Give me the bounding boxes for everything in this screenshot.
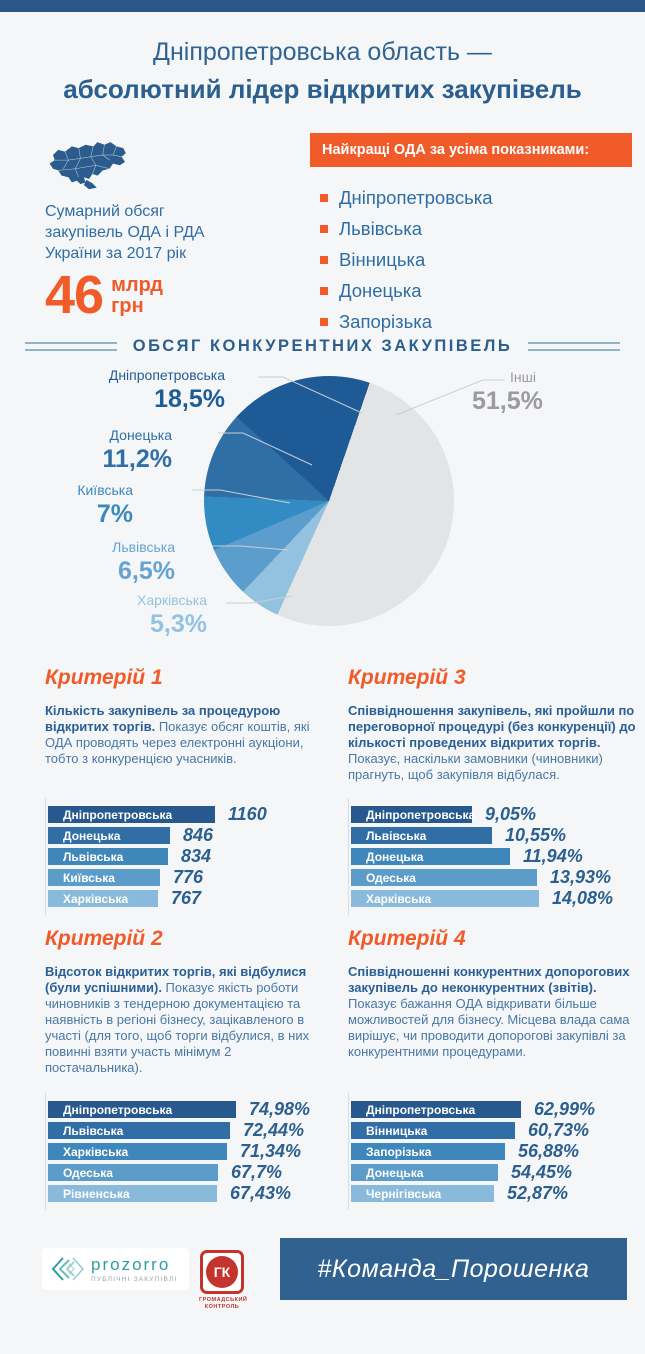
criterion-heading: Критерій 1 [45, 666, 163, 689]
bar-value: 1160 [228, 804, 267, 824]
bar-value: 52,87% [507, 1183, 569, 1203]
prozorro-logo [42, 1248, 189, 1290]
bar-value: 11,94% [523, 846, 583, 866]
prozorro-wordmark [91, 1256, 177, 1283]
summary-caption-line: України за 2017 рік [45, 245, 187, 262]
list-item [320, 249, 632, 271]
criterion-body: Показує, наскільки замовники (чиновники) прагнуть, щоб закупівля відбулася. [348, 751, 603, 782]
criterion-1 [45, 666, 320, 915]
bar-row [351, 1164, 638, 1181]
bar-row [48, 890, 320, 907]
decorative-line [25, 342, 117, 351]
bar-region-label: Дніпропетровська [63, 807, 173, 822]
top-accent-bar [0, 0, 645, 12]
bar [351, 1122, 515, 1139]
criterion-lead: Кількість закупівель за процедурою відкритих торгів. [45, 703, 281, 734]
summary-unit-line1: млрд [111, 274, 163, 296]
bar-region-label: Київська [63, 870, 115, 885]
bar [48, 806, 215, 823]
bar-value: 14,08% [552, 888, 614, 908]
bar-value: 62,99% [534, 1099, 596, 1119]
region-name: Донецька [339, 280, 422, 301]
bar-row [48, 848, 320, 865]
pie-slice-name: Інші [510, 369, 536, 385]
gk-initials: ГК [206, 1256, 238, 1288]
bar-region-label: Дніпропетровська [366, 807, 476, 822]
bar [351, 806, 476, 823]
bar [351, 827, 492, 844]
bar-region-label: Львівська [63, 849, 124, 864]
bar-region-label: Донецька [366, 1165, 424, 1180]
bar [48, 827, 170, 844]
bar-region-label: Львівська [63, 1123, 124, 1138]
bar [48, 869, 160, 886]
pie-chart-section [0, 356, 645, 656]
bar-region-label: Чернігівська [366, 1186, 442, 1201]
bar [48, 1101, 236, 1118]
bar-row [351, 1122, 638, 1139]
bar-row [48, 869, 320, 886]
bar-region-label: Одеська [366, 870, 416, 885]
bar-row [48, 1101, 320, 1118]
list-item [320, 218, 632, 240]
summary-unit-line2: грн [111, 295, 144, 317]
bar-row [351, 827, 638, 844]
bar-value: 54,45% [511, 1162, 573, 1182]
pie-label-inshi [472, 370, 543, 414]
pie-label-lvivska [112, 540, 175, 584]
criterion-heading: Критерій 3 [348, 666, 466, 689]
bar-region-label: Харківська [366, 891, 432, 906]
bar [351, 1143, 505, 1160]
bar [351, 848, 510, 865]
bar-row [351, 1185, 638, 1202]
bar-value: 56,88% [518, 1141, 580, 1161]
summary-caption-line: Сумарний обсяг [45, 203, 165, 220]
bar-value: 67,43% [230, 1183, 292, 1203]
bar-chart-criterion-2 [45, 1093, 320, 1210]
bar-chart-criterion-4 [348, 1093, 638, 1210]
region-name: Вінницька [339, 249, 426, 270]
bar-region-label: Рівненська [63, 1186, 130, 1201]
bar-region-label: Дніпропетровська [366, 1102, 476, 1117]
bar-value: 776 [173, 867, 204, 887]
summary-amount-number: 46 [45, 265, 104, 325]
bar [351, 1185, 494, 1202]
section-title: ОБСЯГ КОНКУРЕНТНИХ ЗАКУПІВЕЛЬ [132, 337, 513, 355]
bar-row [351, 848, 638, 865]
bar [351, 1101, 521, 1118]
criterion-body: Показує бажання ОДА відкривати більше можливостей для бізнесу. Місцева влада сама вирішує, чи проводити допорогові закупівлі за конкурентними процедурами. [348, 996, 630, 1059]
bar-region-label: Донецька [366, 849, 424, 864]
criteria-grid [0, 666, 645, 1210]
bullet-square-icon [320, 225, 328, 233]
pie-label-donetska [102, 428, 172, 472]
bar-value: 834 [181, 846, 212, 866]
criterion-heading: Критерій 2 [45, 927, 163, 950]
bar-region-label: Харківська [63, 1144, 129, 1159]
bar [48, 890, 158, 907]
page-title-line2: абсолютний лідер відкритих закупівель [63, 74, 582, 104]
gk-caption-line1: ГРОМАДСЬКИЙ [199, 1297, 248, 1303]
page-title [0, 12, 645, 105]
bar-value: 10,55% [505, 825, 567, 845]
criterion-3 [348, 666, 638, 915]
bar-value: 846 [183, 825, 214, 845]
list-item [320, 311, 632, 333]
bar-value: 767 [171, 888, 202, 908]
summary-amount [45, 265, 275, 325]
criterion-body: Показує якість роботи чиновників з тендерною документацією та наявність в регіоні бізнесу, зацікавленого в участі (для того, щоб торги відбулися, в них повинні взяти участь мінімум 2 постачальника). [45, 980, 310, 1075]
criterion-description [45, 703, 320, 785]
bar-row [48, 1122, 320, 1139]
bar-value: 13,93% [550, 867, 612, 887]
bar [48, 1122, 230, 1139]
bar-row [351, 806, 638, 823]
bar-value: 67,7% [231, 1162, 283, 1182]
bullet-square-icon [320, 256, 328, 264]
pie-slice-value: 11,2% [102, 444, 172, 473]
gk-logo-box [200, 1250, 244, 1294]
bar-row [48, 1143, 320, 1160]
bar-region-label: Вінницька [366, 1123, 428, 1138]
summary-total-block [45, 131, 275, 325]
bar-row [48, 806, 320, 823]
list-item [320, 280, 632, 302]
bar [48, 848, 168, 865]
bar [48, 1164, 218, 1181]
bar-region-label: Одеська [63, 1165, 113, 1180]
pie-chart [204, 376, 454, 626]
bar [351, 869, 537, 886]
bar-region-label: Донецька [63, 828, 121, 843]
bar-region-label: Запорізька [366, 1144, 432, 1159]
bar-chart-criterion-1 [45, 798, 320, 915]
bullet-square-icon [320, 287, 328, 295]
pie-label-kyivska [77, 483, 133, 527]
region-name: Львівська [339, 218, 423, 239]
pie-label-dnipropetrovska [109, 368, 225, 412]
pie-slice-value: 7% [96, 499, 133, 528]
pie-slice-name: Донецька [109, 427, 172, 443]
region-name: Запорізька [339, 311, 433, 332]
bar [351, 1164, 498, 1181]
criterion-description [45, 964, 320, 1080]
bar [48, 1143, 227, 1160]
bar [48, 1185, 217, 1202]
bar-row [48, 1164, 320, 1181]
bar-value: 74,98% [249, 1099, 311, 1119]
criterion-heading: Критерій 4 [348, 927, 466, 950]
pie-slice-name: Львівська [112, 539, 175, 555]
gk-logo [199, 1250, 248, 1311]
best-oda-list [310, 187, 632, 333]
footer [0, 1224, 645, 1354]
bar-row [48, 827, 320, 844]
hashtag-text: #Команда_Порошенка [317, 1254, 590, 1283]
best-oda-block [310, 133, 632, 342]
criterion-body: Показує обсяг коштів, які ОДА проводять через електронні аукціони, тобто з конкуренцією учасників. [45, 719, 310, 766]
prozorro-tagline: ПУБЛІЧНІ ЗАКУПІВЛІ [91, 1275, 178, 1283]
bar-value: 71,34% [240, 1141, 302, 1161]
summary-section [0, 125, 645, 332]
bar-region-label: Львівська [366, 828, 427, 843]
criterion-2 [45, 927, 320, 1210]
ukraine-map-icon [45, 131, 133, 191]
pie-slice-value: 18,5% [154, 384, 225, 413]
hashtag-banner [280, 1238, 627, 1300]
pie-slice-value: 5,3% [150, 609, 207, 638]
prozorro-name: prozorro [91, 1254, 171, 1274]
bar-row [351, 1143, 638, 1160]
bar-value: 72,44% [243, 1120, 305, 1140]
criterion-lead: Відсоток відкритих торгів, які відбулися (були успішними). [45, 964, 307, 995]
pie-slice-name: Київська [77, 482, 133, 498]
region-name: Дніпропетровська [339, 187, 493, 208]
gk-caption [199, 1297, 248, 1311]
bar [351, 890, 539, 907]
bar-value: 60,73% [528, 1120, 590, 1140]
bullet-square-icon [320, 318, 328, 326]
summary-amount-unit [111, 270, 163, 317]
criterion-description [348, 703, 638, 785]
criterion-lead: Співвідношення закупівель, які пройшли по переговорної процедурі (без конкуренції) до кількості проведених відкритих торгів. [348, 703, 636, 750]
summary-caption-line: закупівель ОДА і РДА [45, 224, 205, 241]
bullet-square-icon [320, 194, 328, 202]
pie-slice-value: 6,5% [118, 556, 175, 585]
gk-caption-line2: КОНТРОЛЬ [204, 1304, 240, 1310]
bar-row [351, 890, 638, 907]
pie-slice-value: 51,5% [472, 386, 543, 415]
bar-row [48, 1185, 320, 1202]
pie-slice-name: Харківська [137, 592, 207, 608]
summary-caption [45, 201, 275, 264]
page-title-line1: Дніпропетровська область — [153, 38, 492, 66]
best-oda-header: Найкращі ОДА за усіма показниками: [310, 133, 632, 167]
bar-row [351, 1101, 638, 1118]
bar-region-label: Харківська [63, 891, 129, 906]
pie-slice-name: Дніпропетровська [108, 367, 225, 383]
criterion-lead: Співвідношенні конкурентних допорогових закупівель до неконкурентних (звітів). [348, 964, 630, 995]
pie-label-kharkivska [137, 593, 207, 637]
bar-value: 9,05% [485, 804, 537, 824]
criterion-description [348, 964, 638, 1080]
bar-region-label: Дніпропетровська [63, 1102, 173, 1117]
list-item [320, 187, 632, 209]
bar-chart-criterion-3 [348, 798, 638, 915]
decorative-line [528, 342, 620, 351]
criterion-4 [348, 927, 638, 1210]
bar-row [351, 869, 638, 886]
